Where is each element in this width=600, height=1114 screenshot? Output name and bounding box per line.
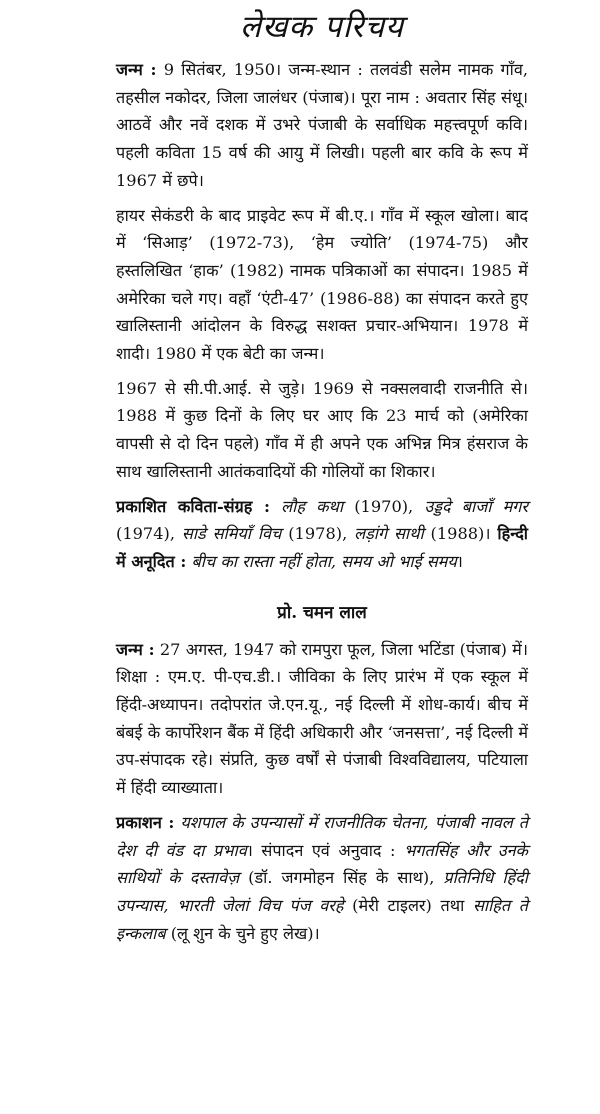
birth-text: 27 अगस्त, 1947 को रामपुरा फूल, जिला भटिंडा (पंजाब) में। शिक्षा : एम.ए. पी-एच.डी.। जीविका के लिए प्रारंभ में एक स्कूल में हिंदी-अध्यापन। तदोपरांत जे.एन.यू., नई दिल्ली में शोध-कार्य। बीच में बंबई के कार्पोरेशन बैंक में हिंदी अधिकारी और ‘जनसत्ता’, नई दिल्ली में उप-संपादक रहे। संप्रति, कुछ वर्षों से पंजाबी विश्वविद्यालय, पटियाला में हिंदी व्याख्याता। bbox=[116, 639, 528, 798]
birth-label: जन्म : bbox=[116, 60, 157, 79]
bio-paragraph-birth bbox=[116, 56, 528, 195]
book-title: लौह कथा bbox=[281, 496, 344, 516]
book-title: साहित ते इन्कलाब bbox=[116, 895, 528, 943]
book-title: प्रतिनिधि हिंदी उपन्यास, भारती जेलां विच पंज वरहे bbox=[116, 868, 528, 915]
book-title: लड़ांगे साथी bbox=[354, 524, 424, 544]
birth-text: 9 सितंबर, 1950। जन्म-स्थान : तलवंडी सलेम नामक गाँव, तहसील नकोदर, जिला जालंधर (पंजाब)। पूरा नाम : अवतार सिंह संधू। आठवें और नवें दशक में उभरे पंजाबी के सर्वाधिक महत्त्वपूर्ण कवि। पहली कविता 15 वर्ष की आयु में लिखी। पहली बार कवि के रूप में 1967 में छपे। bbox=[116, 60, 528, 190]
bio-paragraph-publications: प्रकाशित कविता-संग्रह : लौह कथा (1970), उड्डदे बाजाँ मगर (1974), साडे समियाँ विच (1978), लड़ांगे साथी (1988)। हिन्दी में अनूदित : बीच का रास्ता नहीं होता, समय ओ भाई समय। bbox=[116, 496, 528, 571]
book-title: यशपाल के उपन्यासों में राजनीतिक चेतना, पंजाबी नावल ते देश दी वंड दा प्रभाव bbox=[116, 812, 528, 860]
book-title: साडे समियाँ विच bbox=[181, 524, 282, 544]
book-title: भगतसिंह और उनके साथियों के दस्तावेज़ bbox=[116, 840, 528, 888]
book-title: बीच का रास्ता नहीं होता, समय ओ भाई समय bbox=[191, 551, 457, 571]
translated-label: हिन्दी में अनूदित : bbox=[116, 524, 528, 571]
publications-label: प्रकाशित कविता-संग्रह : bbox=[116, 496, 270, 516]
birth-label: जन्म : bbox=[116, 639, 155, 659]
book-title: उड्डदे बाजाँ मगर bbox=[424, 496, 528, 516]
bio2-paragraph-birth bbox=[116, 636, 528, 802]
publications-label: प्रकाशन : bbox=[116, 812, 175, 832]
bio-paragraph-career: हायर सेकंडरी के बाद प्राइवेट रूप में बी.ए.। गाँव में स्कूल खोला। बाद में ‘सिआड़’ (1972-73), ‘हेम ज्योति’ (1974-75) और हस्तलिखित ‘हाक’ (1982) नामक पत्रिकाओं का संपादन। 1985 में अमेरिका चले गए। वहाँ ‘एंटी-47’ (1986-88) का संपादन करते हुए खालिस्तानी आंदोलन के विरुद्ध सशक्त प्रचार-अभियान। 1978 में शादी। 1980 में एक बेटी का जन्म। bbox=[116, 205, 528, 364]
page-title: लेखक परिचय bbox=[239, 9, 405, 45]
section-heading-author2: प्रो. चमन लाल bbox=[277, 602, 367, 623]
bio2-paragraph-publications: प्रकाशन : यशपाल के उपन्यासों में राजनीतिक चेतना, पंजाबी नावल ते देश दी वंड दा प्रभाव। संपादन एवं अनुवाद : भगतसिंह और उनके साथियों के दस्तावेज़ (डॉ. जगमोहन सिंह के साथ), प्रतिनिधि हिंदी उपन्यास, भारती जेलां विच पंज वरहे (मेरी टाइलर) तथा साहित ते इन्कलाब (लू शुन के चुने हुए लेख)। bbox=[116, 812, 528, 943]
bio-paragraph-politics: 1967 से सी.पी.आई. से जुड़े। 1969 से नक्सलवादी राजनीति से। 1988 में कुछ दिनों के लिए घर आए कि 23 मार्च को (अमेरिका वापसी से दो दिन पहले) गाँव में ही अपने एक अभिन्न मित्र हंसराज के साथ खालिस्तानी आतंकवादियों की गोलियों का शिकार। bbox=[116, 378, 528, 481]
